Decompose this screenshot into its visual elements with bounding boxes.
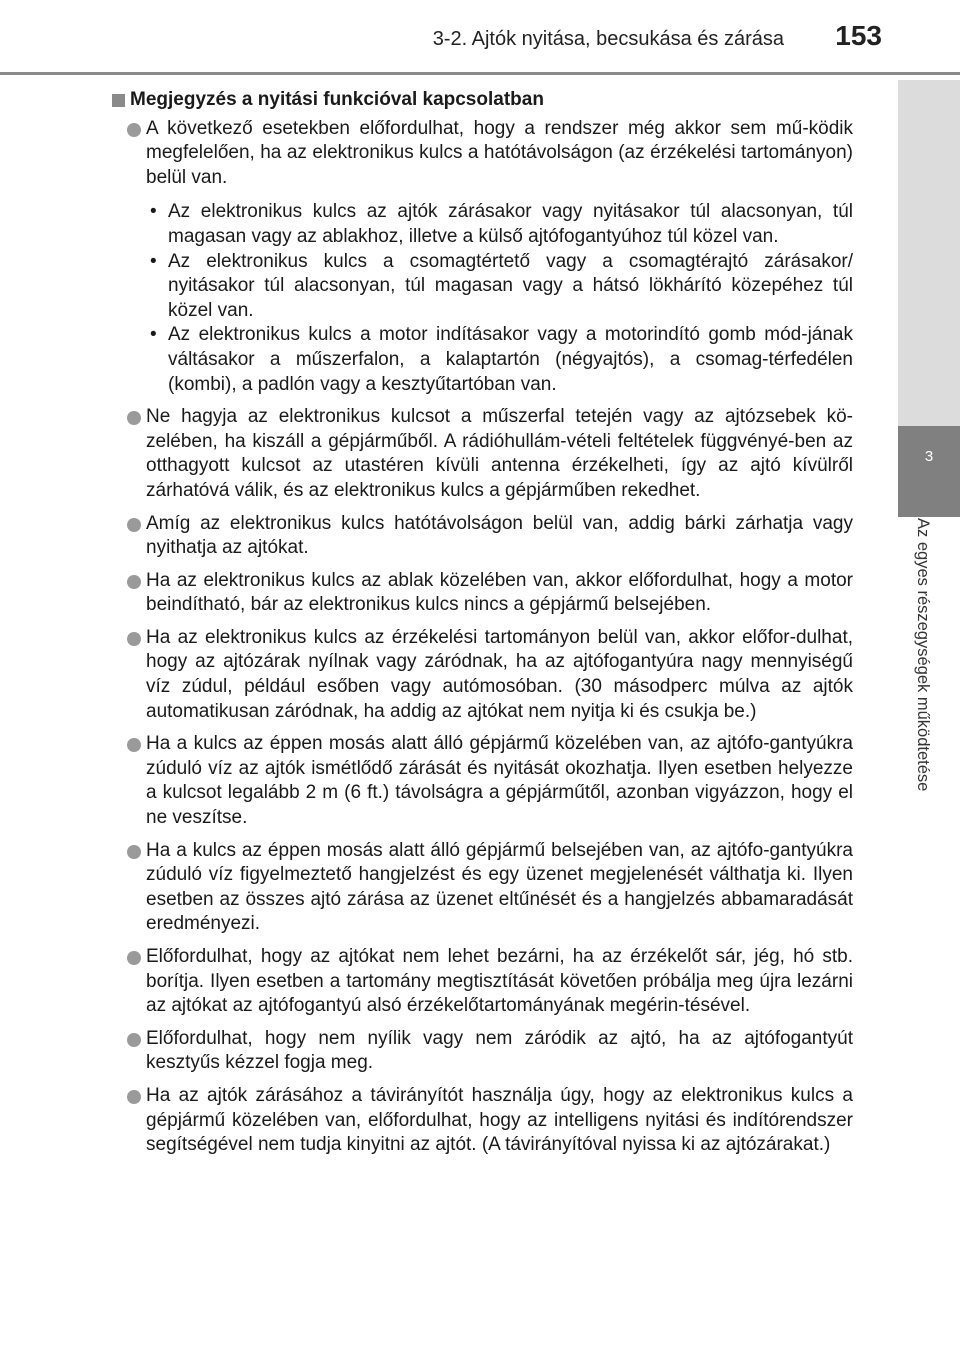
sub-list-item — [146, 323, 853, 397]
bullet-icon: • — [150, 201, 157, 223]
header-rule — [0, 72, 960, 75]
circle-bullet-icon — [127, 632, 141, 646]
note-text: Ha az elektronikus kulcs az ablak közelében van, akkor előfordulhat, hogy a motor beindítható, bár az elektronikus kulcs nincs a gépjármű belsejében. — [146, 569, 853, 616]
note-item — [112, 1027, 853, 1076]
square-bullet-icon — [112, 94, 125, 107]
circle-bullet-icon — [127, 1090, 141, 1104]
note-item — [112, 1084, 853, 1158]
note-text: Előfordulhat, hogy az ajtókat nem lehet bezárni, ha az érzékelőt sár, jég, hó stb. borítja. Ilyen esetben a tartomány megtisztítását követően próbálja meg újra lezárni az ajtókat az ajtófogantyú alsó érzékelőtartományának megérin-tésével. — [146, 946, 853, 1017]
circle-bullet-icon — [127, 738, 141, 752]
bullet-icon: • — [150, 324, 157, 346]
bullet-icon: • — [150, 250, 157, 272]
sub-item-text: Az elektronikus kulcs az ajtók zárásakor vagy nyitásakor túl alacsonyan, túl magasan vagy az ablakhoz, illetve a külső ajtófogantyúhoz túl közel van. — [168, 201, 853, 247]
circle-bullet-icon — [127, 575, 141, 589]
note-text: Ha az elektronikus kulcs az érzékelési tartományon belül van, akkor előfor-dulhat, hogy az ajtózárak nyílnak vagy záródnak, ha az ajtófogantyúra nagy mennyiségű víz zúdul, például esőben vagy autómosóban. (30 másodperc múlva az ajtók automatikusan záródnak, ha addig az ajtókat nem nyitja ki és csukja be.) — [146, 626, 853, 722]
circle-bullet-icon — [127, 845, 141, 859]
circle-bullet-icon — [127, 951, 141, 965]
note-text: Ne hagyja az elektronikus kulcsot a műszerfal tetején vagy az ajtózsebek kö-zelében, ha kiszáll a gépjárműből. A rádióhullám-vételi feltételek függvényé-ben az otthagyott kulcsot az utastéren kívüli antenna érzékelheti, így az ajtó kívülről zárhatóvá válik, és az elektronikus kulcs a gépjárműben rekedhet. — [146, 406, 853, 501]
section-heading — [112, 88, 853, 113]
sub-list — [146, 200, 853, 397]
note-text: A következő esetekben előfordulhat, hogy a rendszer még akkor sem mű-ködik megfelelően, ha az elektronikus kulcs a hatótávolságon (az érzékelési tartományon) belül van. — [146, 117, 853, 188]
sub-list-item — [146, 250, 853, 324]
circle-bullet-icon — [127, 411, 141, 425]
page-content — [112, 88, 853, 1166]
section-heading-text: Megjegyzés a nyitási funkcióval kapcsolatban — [130, 89, 544, 110]
sub-list-item — [146, 200, 853, 249]
section-title: 3-2. Ajtók nyitása, becsukása és zárása — [432, 28, 784, 50]
note-item — [112, 512, 853, 561]
note-item — [112, 405, 853, 503]
note-text: Amíg az elektronikus kulcs hatótávolságon belül van, addig bárki zárhatja vagy nyithatja az ajtókat. — [146, 512, 853, 559]
circle-bullet-icon — [127, 123, 141, 137]
side-tab-background — [898, 80, 960, 426]
note-item — [112, 732, 853, 830]
chapter-tab — [898, 426, 960, 517]
circle-bullet-icon — [127, 1033, 141, 1047]
chapter-number: 3 — [924, 448, 934, 465]
note-text: Ha a kulcs az éppen mosás alatt álló gépjármű belsejében van, az ajtófo-gantyúkra zúduló víz figyelmeztető hangjelzést és egy üzenet megjelenését válthatja ki. Ilyen esetben az összes ajtó zárása az üzenet eltűnését és a hangjelzés abbamaradását eredményezi. — [146, 839, 853, 935]
note-item — [112, 945, 853, 1019]
sub-item-text: Az elektronikus kulcs a motor indításakor vagy a motorindító gomb mód-jának váltásakor a műszerfalon, a kalaptartón (négyajtós), a csomag-térfedélen (kombi), a padlón vagy a kesztyűtartóban van. — [168, 324, 853, 395]
note-text: Ha a kulcs az éppen mosás alatt álló gépjármű közelében van, az ajtófo-gantyúkra zúduló víz az ajtók ismétlődő zárását és nyitását okozhatja. Ilyen esetben helyezze a kulcsot legalább 2 m (6 ft.) távolságra a gépjárműtől, azonban vigyázzon, hogy el ne veszítse. — [146, 733, 853, 829]
page-header — [0, 0, 960, 80]
circle-bullet-icon — [127, 518, 141, 532]
note-item — [112, 569, 853, 618]
chapter-label: Az egyes részegységek működtetése — [914, 518, 932, 792]
note-item — [112, 839, 853, 937]
page-number: 153 — [835, 20, 882, 51]
note-item — [112, 626, 853, 724]
note-text: Előfordulhat, hogy nem nyílik vagy nem záródik az ajtó, ha az ajtófogantyút kesztyűs kézzel fogja meg. — [146, 1027, 853, 1074]
sub-item-text: Az elektronikus kulcs a csomagtértető vagy a csomagtérajtó zárásakor/ nyitásakor túl alacsonyan, túl magasan vagy a hátsó lökhárító közepéhez túl közel van. — [168, 250, 853, 321]
note-item — [112, 117, 853, 398]
note-text: Ha az ajtók zárásához a távirányítót használja úgy, hogy az elektronikus kulcs a gépjármű közelében van, előfordulhat, hogy az intelligens nyitási és indítórendszer segítségével nem tudja kinyitni az ajtót. (A távirányítóval nyissa ki az ajtózárakat.) — [146, 1084, 853, 1156]
